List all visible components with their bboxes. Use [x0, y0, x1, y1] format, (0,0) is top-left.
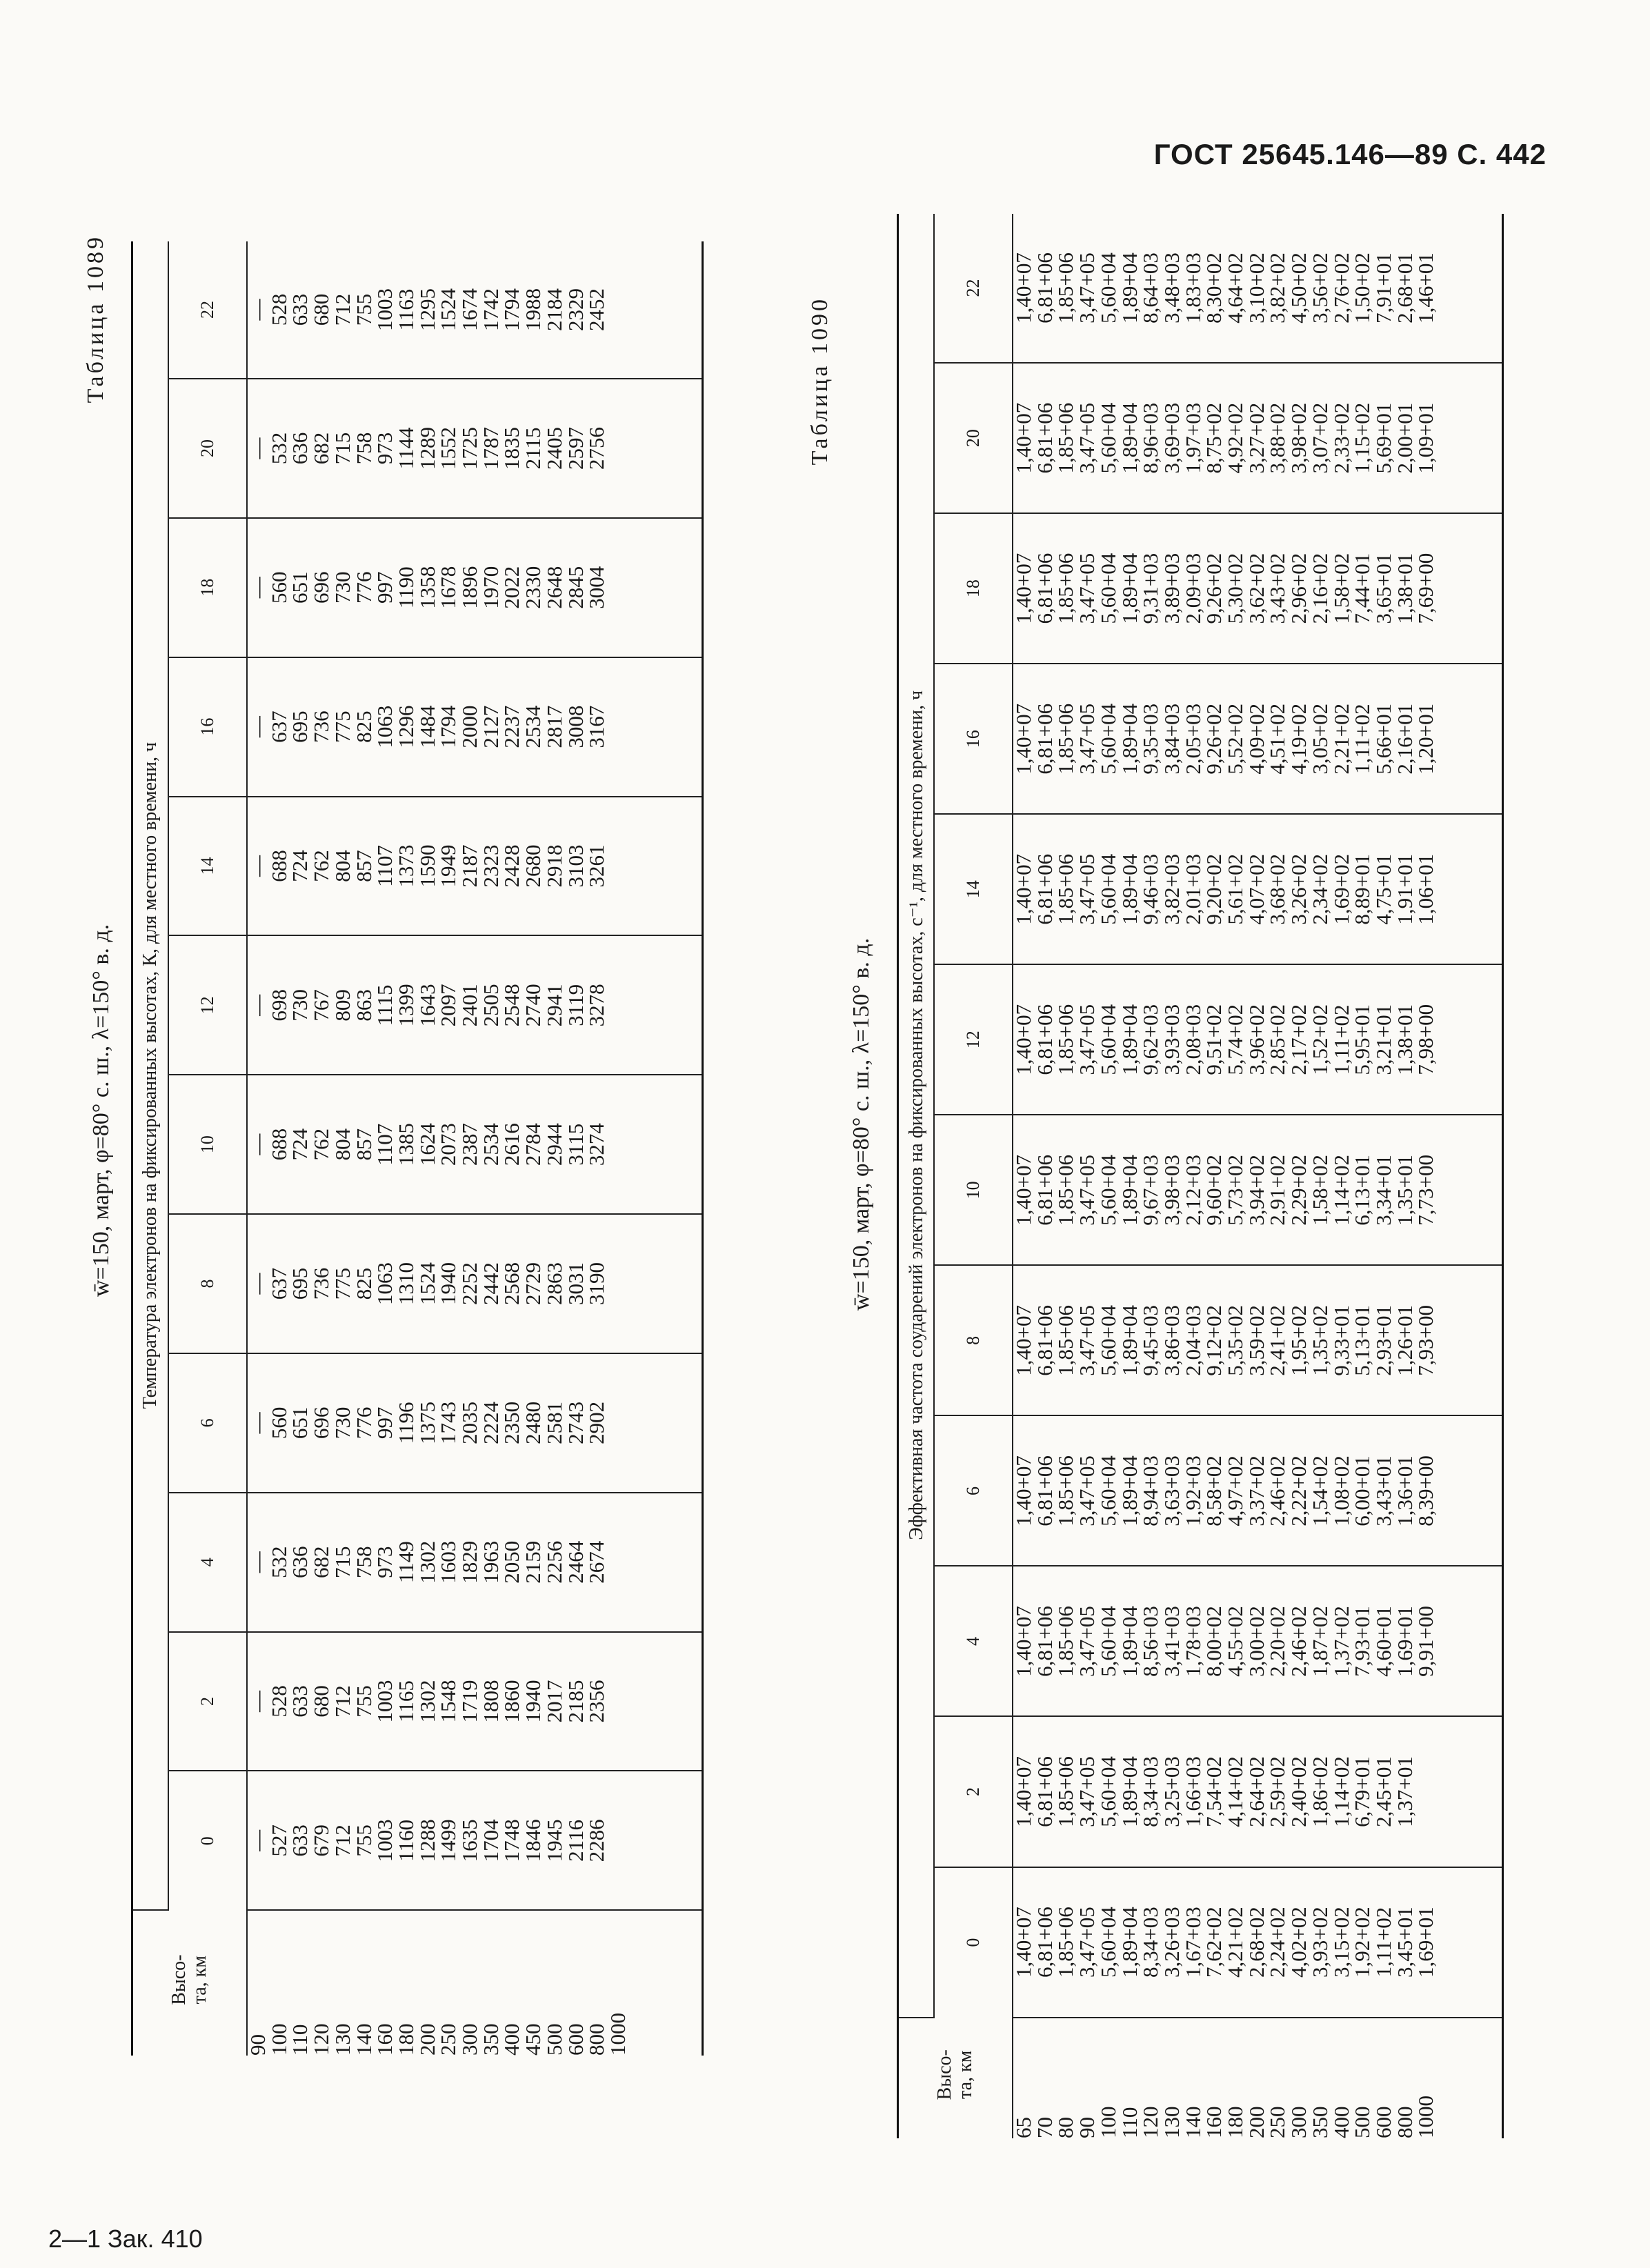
- value-column: 1,40+07 6,81+06 1,85+06 3,47+05 5,60+04 1,89+04 9,67+03 3,98+03 2,12+03 9,60+02 5,73+02 3,94+02 2,91+02 2,29+02 1,58+02 1,14+02 6,13+01 3,34+01 1,35+01 7,73+00: [1013, 1115, 1502, 1265]
- value-column: 1,40+07 6,81+06 1,85+06 3,47+05 5,60+04 1,89+04 9,45+03 3,86+03 2,04+03 9,12+02 5,35+02 3,59+02 2,41+02 1,95+02 1,35+02 9,33+01 5,13+01 2,93+01 1,26+01 7,93+00: [1013, 1265, 1502, 1415]
- time-column-header: 10: [168, 1075, 247, 1214]
- time-column-header: 0: [168, 1771, 247, 1910]
- value-column: — 637 695 736 775 825 1063 1296 1484 1794 2000 2127 2237 2534 2817 3008 3167: [247, 657, 702, 797]
- value-column: 1,40+07 6,81+06 1,85+06 3,47+05 5,60+04 1,89+04 9,31+03 3,89+03 2,09+03 9,26+02 5,30+02 3,62+02 3,43+02 2,96+02 2,16+02 1,58+02 7,44+01 3,65+01 1,38+01 7,69+00: [1013, 513, 1502, 664]
- value-column: 1,40+07 6,81+06 1,85+06 3,47+05 5,60+04 1,89+04 8,94+03 3,63+03 1,92+03 8,58+02 4,97+02 3,37+02 2,46+02 2,22+02 1,54+02 1,08+02 6,00+01 3,43+01 1,36+01 8,39+00: [1013, 1415, 1502, 1566]
- value-column: 1,40+07 6,81+06 1,85+06 3,47+05 5,60+04 1,89+04 8,34+03 3,26+03 1,67+03 7,62+02 4,21+02 2,68+02 2,24+02 4,02+02 3,93+02 3,15+02 1,92+02 1,11+02 3,45+01 1,69+01: [1013, 1867, 1502, 2018]
- value-column: — 560 651 696 730 776 997 1190 1358 1678 1896 1970 2022 2330 2648 2845 3004: [247, 518, 702, 657]
- time-column-header: 6: [168, 1353, 247, 1493]
- value-column: — 532 636 682 715 758 973 1144 1289 1552 1725 1787 1835 2115 2405 2597 2756: [247, 379, 702, 518]
- value-column: — 560 651 696 730 776 997 1196 1375 1743 2035 2224 2350 2480 2581 2743 2902: [247, 1353, 702, 1493]
- time-column-header: 22: [168, 241, 247, 379]
- value-column: 1,40+07 6,81+06 1,85+06 3,47+05 5,60+04 1,89+04 8,64+03 3,48+03 1,83+03 8,30+02 4,64+02 3,10+02 3,82+02 4,50+02 3,56+02 2,76+02 1,50+02 7,91+01 2,68+01 1,46+01: [1013, 214, 1502, 363]
- table-1090-block: [807, 214, 1545, 2138]
- time-column-header: 4: [934, 1566, 1013, 1716]
- page-header: ГОСТ 25645.146—89 С. 442: [1153, 138, 1547, 170]
- time-column-header: 18: [934, 513, 1013, 664]
- time-column-header: 8: [168, 1214, 247, 1353]
- value-column: 1,40+07 6,81+06 1,85+06 3,47+05 5,60+04 1,89+04 8,34+03 3,25+03 1,66+03 7,54+02 4,14+02 2,64+02 2,59+02 2,40+02 1,86+02 1,14+02 6,79+01 2,45+01 1,37+01: [1013, 1717, 1502, 1867]
- value-column: 1,40+07 6,81+06 1,85+06 3,47+05 5,60+04 1,89+04 9,46+03 3,82+03 2,01+03 9,20+02 5,61+02 4,07+02 3,68+02 3,26+02 2,34+02 1,69+02 8,89+01 4,75+01 1,91+01 1,06+01: [1013, 814, 1502, 964]
- time-column-header: 18: [168, 518, 247, 657]
- altitude-column: 90 100 110 120 130 140 160 180 200 250 300 350 400 450 500 600 800 1000: [246, 2013, 630, 2056]
- data-table: [131, 241, 704, 2056]
- table-title: w̄=150, март, φ=80° с. ш., λ=150° в. д.: [848, 937, 874, 1311]
- table-caption: Таблица 1090: [807, 297, 833, 466]
- value-column: — 688 724 762 804 857 1107 1373 1590 1949 2187 2323 2428 2680 2918 3103 3261: [247, 797, 702, 936]
- time-column-header: 4: [168, 1493, 247, 1632]
- data-table: [897, 214, 1504, 2138]
- time-column-header: 14: [934, 814, 1013, 964]
- time-column-header: 14: [168, 797, 247, 936]
- value-column: 1,40+07 6,81+06 1,85+06 3,47+05 5,60+04 1,89+04 9,62+03 3,93+03 2,08+03 9,51+02 5,74+02 3,96+02 2,85+02 2,17+02 1,52+02 1,11+02 5,95+01 3,21+01 1,38+01 7,98+00: [1013, 964, 1502, 1115]
- time-column-header: 12: [168, 935, 247, 1075]
- time-column-header: 2: [934, 1717, 1013, 1867]
- table-1089-block: [0, 235, 717, 2056]
- table-subtitle: Температура электронов на фиксированных высотах, К, для местного времени, ч: [132, 241, 169, 1910]
- time-column-header: 0: [934, 1867, 1013, 2018]
- time-column-header: 22: [934, 214, 1013, 363]
- value-column: 1,40+07 6,81+06 1,85+06 3,47+05 5,60+04 1,89+04 8,56+03 3,41+03 1,78+03 8,00+02 4,55+02 3,00+02 2,20+02 2,46+02 1,87+02 1,37+02 7,93+01 4,60+01 1,69+01 9,91+00: [1013, 1566, 1502, 1716]
- altitude-header: Высо- та, км: [898, 2018, 1013, 2138]
- value-column: — 527 633 679 712 755 1003 1160 1288 1499 1635 1704 1748 1846 1945 2116 2286: [247, 1771, 702, 1910]
- value-column: — 532 636 682 715 758 973 1149 1302 1603 1829 1963 2050 2159 2256 2464 2674: [247, 1493, 702, 1632]
- time-column-header: 20: [934, 363, 1013, 513]
- time-column-header: 2: [168, 1632, 247, 1771]
- altitude-header: Высо- та, км: [132, 1910, 248, 2056]
- time-column-header: 20: [168, 379, 247, 518]
- value-column: 1,40+07 6,81+06 1,85+06 3,47+05 5,60+04 1,89+04 8,96+03 3,69+03 1,97+03 8,75+02 4,92+02 3,27+02 3,88+02 3,98+02 3,07+02 2,33+02 1,15+02 5,69+01 2,00+01 1,09+01: [1013, 363, 1502, 513]
- value-column: 1,40+07 6,81+06 1,85+06 3,47+05 5,60+04 1,89+04 9,35+03 3,84+03 2,05+03 9,26+02 5,52+02 4,09+02 4,51+02 4,19+02 3,05+02 2,21+02 1,11+02 5,66+01 2,16+01 1,20+01: [1013, 664, 1502, 814]
- time-column-header: 8: [934, 1265, 1013, 1415]
- time-column-header: 12: [934, 964, 1013, 1115]
- value-column: — 637 695 736 775 825 1063 1310 1524 1940 2252 2442 2568 2729 2863 3031 3190: [247, 1214, 702, 1353]
- table-caption: Таблица 1089: [83, 235, 108, 404]
- value-column: — 698 730 767 809 863 1115 1399 1643 2097 2401 2505 2548 2740 2941 3119 3278: [247, 935, 702, 1075]
- table-title: w̄=150, март, φ=80° с. ш., λ=150° в. д.: [88, 924, 114, 1297]
- time-column-header: 10: [934, 1115, 1013, 1265]
- table-subtitle: Эффективная частота соударений электронов на фиксированных высотах, с⁻¹, для местного времени, ч: [898, 214, 935, 2018]
- altitude-column: 65 70 80 90 100 110 120 130 140 160 180 200 250 300 350 400 500 600 800 1000: [1011, 2096, 1438, 2138]
- time-column-header: 6: [934, 1415, 1013, 1566]
- page-footer: 2—1 Зак. 410: [48, 2225, 203, 2253]
- value-column: — 688 724 762 804 857 1107 1385 1624 2073 2387 2534 2616 2784 2944 3115 3274: [247, 1075, 702, 1214]
- value-column: — 528 633 680 712 755 1003 1163 1295 1524 1674 1742 1794 1988 2184 2329 2452: [247, 241, 702, 379]
- value-column: — 528 633 680 712 755 1003 1165 1302 1548 1719 1808 1860 1940 2017 2185 2356: [247, 1632, 702, 1771]
- time-column-header: 16: [934, 664, 1013, 814]
- time-column-header: 16: [168, 657, 247, 797]
